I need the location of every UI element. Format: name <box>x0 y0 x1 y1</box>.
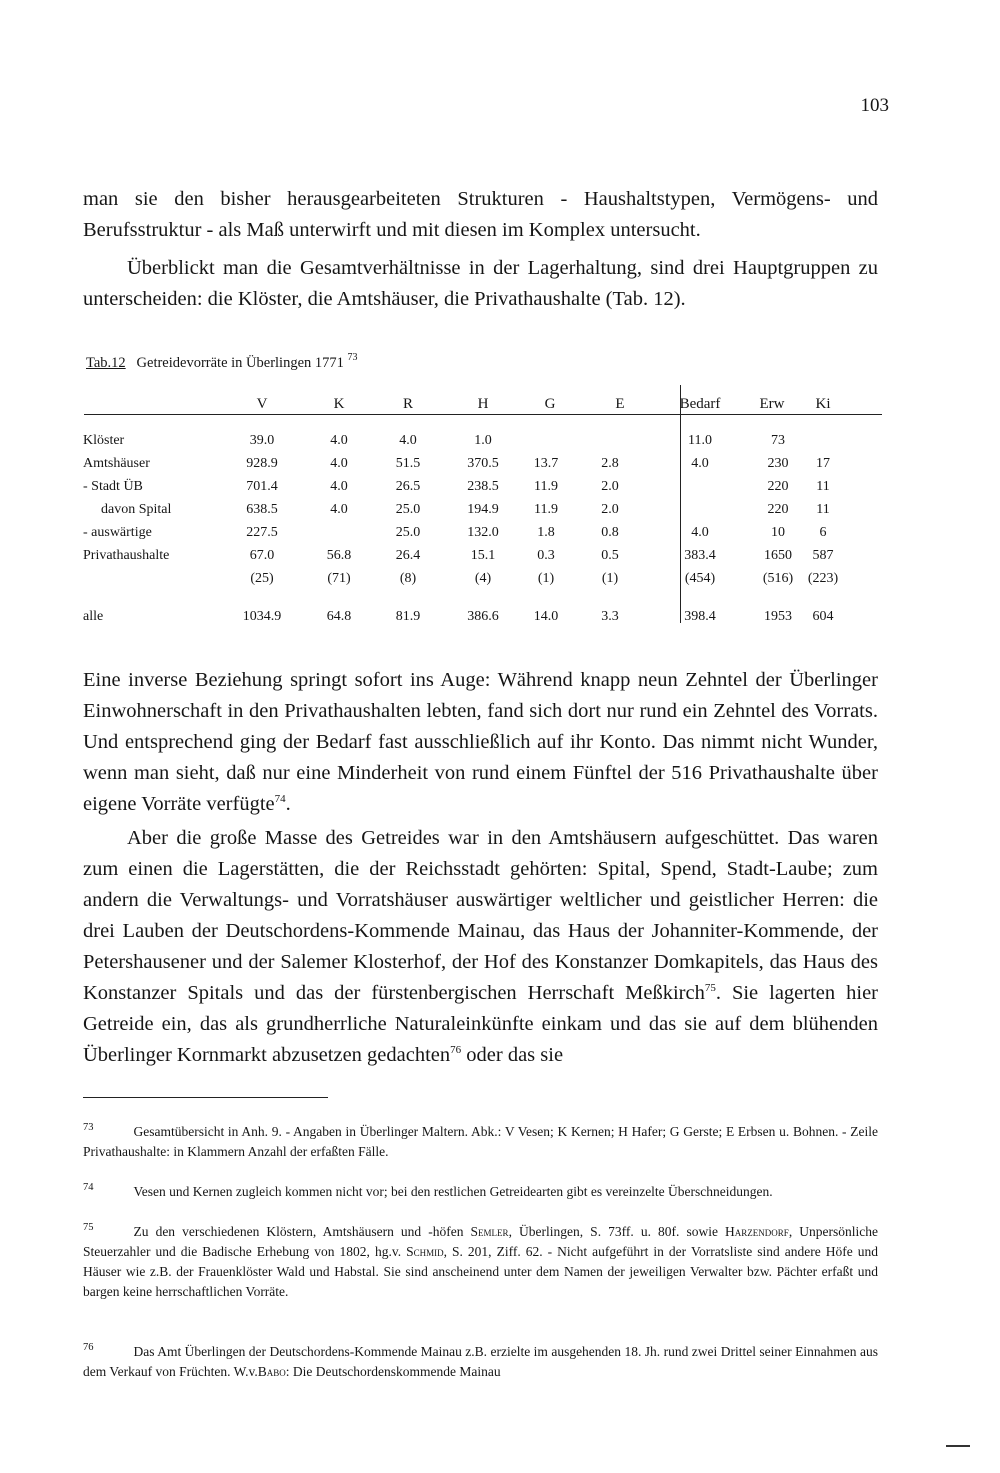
footnote-ref-76[interactable]: 76 <box>450 1044 462 1056</box>
corner-mark <box>946 1445 970 1447</box>
table-cell: 15.1 <box>470 548 496 563</box>
table-cell: 4.0 <box>330 502 348 517</box>
table-caption <box>86 352 358 372</box>
table-cell: 25.0 <box>395 502 421 517</box>
table-cell: (4) <box>474 571 492 586</box>
table-cell: (1) <box>537 571 555 586</box>
row-label: - Stadt ÜB <box>83 479 143 494</box>
footnote-76-author-babo: Babo <box>257 1364 286 1379</box>
page-number: 103 <box>860 95 889 116</box>
table-cell: (8) <box>399 571 417 586</box>
footnote-76-number: 76 <box>83 1342 94 1353</box>
table-cell: 3.3 <box>601 609 619 624</box>
paragraph-4-end: oder das sie <box>461 1044 564 1066</box>
footnote-75-author-schmid: Schmid <box>406 1244 444 1259</box>
paragraph-3-text: Eine inverse Beziehung springt sofort ins Auge: Während knapp neun Zehntel der Überlinger Einwohnerschaft in den Privathaushalten lebten, fand sich dort nur rund ein Zehntel des Vorrats. Und entsprechend ging der Bedarf fast ausschließlich auf ihr Konto. Das nimmt nicht Wunder, wenn man sieht, daß nur eine Minderheit von rund einem Fünftel der 516 Privathaushalte über eigene Vorräte verfügte <box>83 669 878 815</box>
column-header: G <box>544 396 556 412</box>
footnote-74-text: Vesen und Kernen zugleich kommen nicht vor; bei den restlichen Getreidearten gibt es vereinzelte Überschneidungen. <box>133 1184 773 1199</box>
column-header: Ki <box>815 396 831 412</box>
footnote-75-author-semler: Semler <box>470 1224 509 1239</box>
row-label: - auswärtige <box>83 525 152 540</box>
table-footnote-ref: 73 <box>347 352 358 363</box>
table-cell: (1) <box>601 571 619 586</box>
table-cell: 64.8 <box>326 609 352 624</box>
table-cell: 11 <box>816 479 830 494</box>
table-cell: 81.9 <box>395 609 421 624</box>
footnote-75-text-c: , Unpersönliche Steuerzahler und die Badische Erhebung von 1802, hg.v. <box>83 1224 878 1259</box>
table-title: Getreidevorräte in Überlingen 1771 <box>136 355 344 371</box>
table-cell: 386.6 <box>467 609 499 624</box>
table-cell: 17 <box>816 456 830 471</box>
table-cell: 194.9 <box>467 502 499 517</box>
table-cell: 26.4 <box>395 548 421 563</box>
table-cell: 587 <box>812 548 834 563</box>
table-cell: 230 <box>767 456 789 471</box>
footnote-76-text-a: Das Amt Überlingen der Deutschordens-Kommende Mainau z.B. erzielte im ausgehenden 18. Jh. rund zwei Drittel seiner Einnahmen aus dem Verkauf von Früchten. W.v. <box>83 1344 878 1379</box>
table-cell: (454) <box>684 571 716 586</box>
table-cell: 2.8 <box>601 456 619 471</box>
table-cell: 39.0 <box>249 433 275 448</box>
paragraph-4-mid: . Sie lagerten hier Getreide ein, das als grundherrliche Naturaleinkünfte einkam und das sie auf dem blühenden Überlinger Kornmarkt abzusetzen gedachten <box>83 982 878 1066</box>
table-cell: 604 <box>812 609 834 624</box>
table-cell: 1034.9 <box>242 609 282 624</box>
table-cell: (516) <box>762 571 794 586</box>
table-cell: 10 <box>771 525 785 540</box>
table-cell: 238.5 <box>467 479 499 494</box>
table-cell: 14.0 <box>533 609 559 624</box>
table-cell: 398.4 <box>684 609 716 624</box>
paragraph-3-end: . <box>285 793 291 815</box>
table-cell: 4.0 <box>691 525 709 540</box>
row-label: Privathaushalte <box>83 548 170 563</box>
table-cell: 6 <box>819 525 827 540</box>
table-header-rule <box>84 414 882 415</box>
table-cell: 1650 <box>764 548 792 563</box>
footnote-rule <box>83 1097 328 1098</box>
table-cell: 4.0 <box>399 433 417 448</box>
footnote-73-number: 73 <box>83 1122 94 1133</box>
footnote-75 <box>83 1218 878 1302</box>
row-label: Klöster <box>83 433 125 448</box>
table-vertical-rule <box>680 385 681 623</box>
column-header: R <box>402 396 413 412</box>
footnote-ref-75[interactable]: 75 <box>704 982 716 994</box>
paragraph-4-text: Aber die große Masse des Getreides war in den Amtshäusern aufgeschüttet. Das waren zum einen die Lagerstätten, die der Reichsstadt gehörten: Spital, Spend, Stadt-Laube; zum andern die Verwaltungs- und Vorratshäuser auswärtiger weltlicher und geistlicher Herren: die drei Lauben der Deutschordens-Kommende Mainau, das Haus der Johanniter-Kommende, der Petershausener und der Salemer Klosterhof, der Hof des Konstanzer Domkapitels, das Haus des Konstanzer Spitals und das der fürstenbergischen Herrschaft Meßkirch <box>83 827 878 1004</box>
table-cell: 11.9 <box>534 502 558 517</box>
footnote-75-text-d: , S. 201, Ziff. 62. - Nicht aufgeführt in der Vorratsliste sind andere Höfe und Häuser wie z.B. der Frauenklöster Wald und Habstal. Sie sind anscheinend unter dem Namen der jeweiligen Verwalter bzw. Pächter erfaßt und bargen keine herrschaftlichen Vorräte. <box>83 1244 878 1299</box>
table-cell: 132.0 <box>467 525 499 540</box>
column-header: V <box>256 396 268 412</box>
paragraph-1: man sie den bisher herausgearbeiteten Strukturen - Haushaltstypen, Vermögens- und Berufsstruktur - als Maß unterwirft und mit diesen im Komplex untersucht. <box>83 188 878 241</box>
footnote-75-number: 75 <box>83 1222 94 1233</box>
footnote-73 <box>83 1118 878 1162</box>
table-cell: 2.0 <box>601 502 619 517</box>
table-cell: 4.0 <box>691 456 709 471</box>
column-header: Erw <box>759 396 785 412</box>
table-cell: 928.9 <box>246 456 278 471</box>
table-cell: 4.0 <box>330 433 348 448</box>
column-header: E <box>615 396 625 412</box>
table-cell: 56.8 <box>326 548 352 563</box>
paragraph-3 <box>83 665 878 820</box>
table-cell: 220 <box>767 502 789 517</box>
table-cell: 383.4 <box>684 548 716 563</box>
table-cell: (71) <box>327 571 351 586</box>
row-label: alle <box>83 609 104 624</box>
table-cell: 701.4 <box>246 479 278 494</box>
table-cell: 0.3 <box>537 548 555 563</box>
table-cell: 4.0 <box>330 456 348 471</box>
table-cell: 370.5 <box>467 456 499 471</box>
footnote-ref-74[interactable]: 74 <box>274 793 286 805</box>
footnote-73-text: Gesamtübersicht in Anh. 9. - Angaben in Überlinger Maltern. Abk.: V Vesen; K Kernen; H Hafer; G Gerste; E Erbsen u. Bohnen. - Zeile Privathaushalte: in Klammern Anzahl der erfaßten Fälle. <box>83 1124 878 1159</box>
footnote-76 <box>83 1338 878 1382</box>
table-cell: 2.0 <box>601 479 619 494</box>
column-header: Bedarf <box>679 396 721 412</box>
table-cell: 25.0 <box>395 525 421 540</box>
table-cell: 227.5 <box>246 525 278 540</box>
table-cell: (223) <box>807 571 839 586</box>
table-cell: 13.7 <box>533 456 559 471</box>
table-cell: 11 <box>816 502 830 517</box>
paragraph-2: Überblickt man die Gesamtverhältnisse in der Lagerhaltung, sind drei Hauptgruppen zu unterscheiden: die Klöster, die Amtshäuser, die Privathaushalte (Tab. 12). <box>83 257 878 310</box>
footnote-75-text-b: , Überlingen, S. 73ff. u. 80f. sowie <box>508 1224 726 1239</box>
table-cell: 0.8 <box>601 525 619 540</box>
row-label: davon Spital <box>101 502 172 517</box>
table-cell: 1953 <box>764 609 792 624</box>
row-label: Amtshäuser <box>83 456 150 471</box>
table-cell: 638.5 <box>246 502 278 517</box>
footnote-75-text-a: Zu den verschiedenen Klöstern, Amtshäusern und -höfen <box>133 1224 471 1239</box>
table-cell: 1.0 <box>474 433 492 448</box>
footnote-74 <box>83 1178 878 1202</box>
table-cell: 11.9 <box>534 479 558 494</box>
footnote-74-number: 74 <box>83 1182 94 1193</box>
table-cell: 67.0 <box>249 548 275 563</box>
table-cell: 4.0 <box>330 479 348 494</box>
table-cell: 26.5 <box>395 479 421 494</box>
table-cell: 0.5 <box>601 548 619 563</box>
footnote-76-text-b: : Die Deutschordenskommende Mainau <box>285 1364 501 1379</box>
paragraph-4 <box>83 823 878 1071</box>
column-header: K <box>333 396 345 412</box>
table-cell: 1.8 <box>537 525 555 540</box>
footnote-75-author-harzendorf: Harzendorf <box>725 1224 789 1239</box>
table-cell: 220 <box>767 479 789 494</box>
table-cell: 73 <box>771 433 785 448</box>
column-header: H <box>477 396 489 412</box>
table-cell: 51.5 <box>395 456 421 471</box>
table-cell: 11.0 <box>688 433 712 448</box>
table-label: Tab.12 <box>86 355 126 371</box>
table-cell: (25) <box>250 571 274 586</box>
